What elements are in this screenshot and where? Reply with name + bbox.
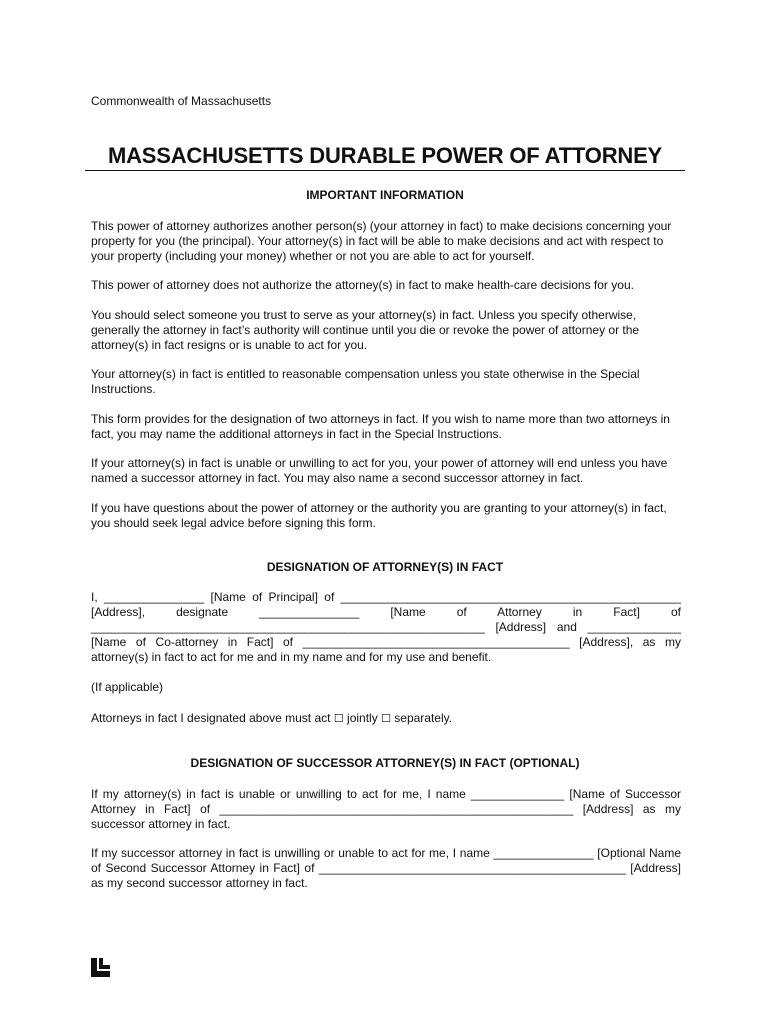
joint-action-line: [91, 711, 681, 726]
info-paragraph-7: If you have questions about the power of attorney or the authority you are granting to your attorney(s) in fact, you should seek legal advice before signing this form.: [91, 501, 667, 530]
jointly-checkbox[interactable]: ☐: [333, 712, 344, 725]
info-paragraph-3: You should select someone you trust to serve as your attorney(s) in fact. Unless you specify otherwise, generally the attorney in fact’s authority will continue until you die or revoke the power of attorney or the attorney(s) in fact resigns or is unable to act for you.: [91, 308, 640, 352]
info-paragraph-4: Your attorney(s) in fact is entitled to reasonable compensation unless you state otherwise in the Special Instructions.: [91, 367, 640, 396]
document-title: MASSACHUSETTS DURABLE POWER OF ATTORNEY: [107, 143, 663, 168]
separately-checkbox[interactable]: ☐: [381, 712, 391, 725]
important-information-heading: IMPORTANT INFORMATION: [306, 188, 464, 202]
designation-heading: DESIGNATION OF ATTORNEY(S) IN FACT: [266, 560, 504, 574]
if-applicable-note: (If applicable): [91, 680, 164, 694]
jointly-label: jointly: [347, 711, 378, 725]
jurisdiction-label: Commonwealth of Massachusetts: [91, 94, 272, 108]
designation-paragraph: I, _______________ [Name of Principal] of ___________________________________________________ [Address], designate _______________ [Name of Attorney in Fact] of ___________________________________________________________ [Address] and ______________ [Name of Co-attorney in Fact] of ________________________________________ [Address], as my attorney(s) in fact to act for me and in my name and for my use and benefit.: [91, 590, 681, 664]
separately-label: separately.: [394, 711, 453, 725]
info-paragraph-2: This power of attorney does not authorize the attorney(s) in fact to make health-care decisions for you.: [91, 278, 634, 292]
info-paragraph-6: If your attorney(s) in fact is unable or unwilling to act for you, your power of attorney will end unless you have named a successor attorney in fact. You may also name a second successor attorney in fact.: [91, 456, 668, 485]
successor-heading: DESIGNATION OF SUCCESSOR ATTORNEY(S) IN FACT (OPTIONAL): [190, 756, 580, 770]
info-paragraph-5: This form provides for the designation of two attorneys in fact. If you wish to name more than two attorneys in fact, you may name the additional attorneys in fact in the Special Instructions.: [91, 412, 670, 441]
joint-action-prefix: Attorneys in fact I designated above must act: [91, 711, 331, 725]
title-underline: [85, 170, 685, 171]
info-paragraph-1: This power of attorney authorizes another person(s) (your attorney in fact) to make decisions concerning your property for you (the principal). Your attorney(s) in fact will be able to make decisions and act with respect to your property (including your money) whether or not you are able to act for yourself.: [91, 219, 672, 263]
successor-paragraph-1: If my attorney(s) in fact is unable or unwilling to act for me, I name ______________ [Name of Successor Attorney in Fact] of _____________________________________________________ [Address] as my successor attorney in fact.: [91, 787, 681, 831]
publisher-logo-icon: [91, 958, 110, 977]
successor-paragraph-2: If my successor attorney in fact is unwilling or unable to act for me, I name _______________ [Optional Name of Second Successor Attorney in Fact] of ______________________________________________ [Address] as my second successor attorney in fact.: [91, 846, 681, 890]
